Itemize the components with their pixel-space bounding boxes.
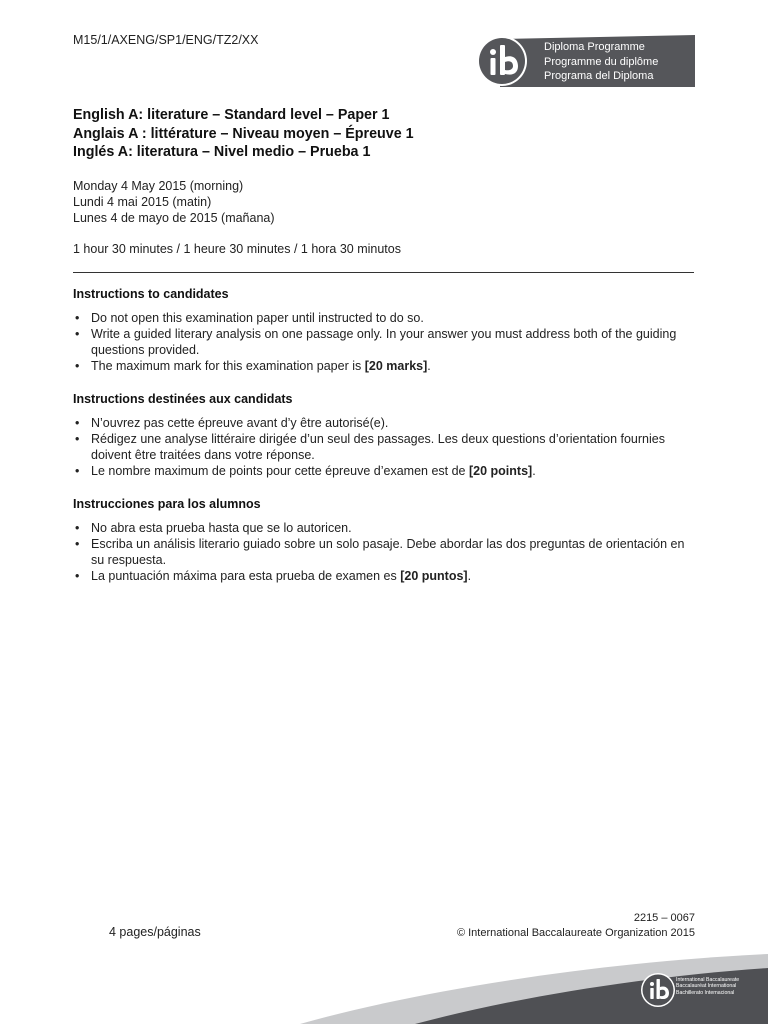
bullet-icon: • (75, 569, 80, 583)
list-item: • La puntuación máxima para esta prueba de examen es [20 puntos]. (75, 569, 472, 583)
instructions-list-french (73, 415, 695, 479)
list-item: • Le nombre maximum de points pour cette épreuve d’examen est de [20 points]. (75, 464, 536, 478)
bullet-icon: • (75, 432, 80, 446)
list-item: • No abra esta prueba hasta que se lo autoricen. (75, 521, 352, 535)
bullet-icon: • (75, 537, 80, 551)
ib-diploma-banner (474, 35, 695, 87)
instructions-spanish (73, 497, 695, 584)
bullet-icon: • (75, 521, 80, 535)
divider-line (73, 272, 694, 273)
instructions-english (73, 287, 695, 374)
list-item: • Rédigez une analyse littéraire dirigée d’un seul des passages. Les deux questions d’orientation fournies doivent être traitées dans votre réponse. (75, 432, 665, 462)
instructions-heading-french: Instructions destinées aux candidats (73, 392, 293, 406)
org-line-3: Bachillerato Internacional (676, 989, 735, 996)
copyright-notice: © International Baccalaureate Organization 2015 (456, 927, 695, 939)
list-item: • Write a guided literary analysis on one passage only. In your answer you must address both of the guiding questions provided. (75, 327, 677, 357)
instructions-heading-english: Instructions to candidates (73, 287, 229, 301)
instructions-list-english (73, 310, 695, 374)
banner-line-2: Programme du diplôme (544, 55, 659, 68)
banner-line-3: Programa del Diploma (544, 70, 654, 82)
list-item: • Escriba un análisis literario guiado sobre un solo pasaje. Debe abordar las dos preguntas de orientación en su respuesta. (75, 537, 685, 567)
bullet-icon: • (75, 311, 80, 325)
banner-text (544, 40, 658, 84)
title-french: Anglais A : littérature – Niveau moyen – Épreuve 1 (73, 125, 414, 142)
bullet-icon: • (75, 416, 80, 430)
list-item: • N’ouvrez pas cette épreuve avant d’y être autorisé(e). (75, 416, 389, 430)
instructions-heading-spanish: Instrucciones para los alumnos (73, 497, 261, 511)
date-english: Monday 4 May 2015 (morning) (73, 179, 244, 193)
banner-line-1: Diploma Programme (544, 41, 645, 53)
instructions-list-spanish (73, 520, 695, 584)
title-english: English A: literature – Standard level – Paper 1 (73, 107, 390, 123)
max-points: [20 points] (469, 464, 533, 478)
list-item: • Do not open this examination paper until instructed to do so. (75, 311, 424, 325)
date-spanish: Lunes 4 de mayo de 2015 (mañana) (73, 211, 275, 225)
ib-organization-text (676, 977, 739, 996)
footer-swoosh (0, 950, 768, 1024)
exam-dates (73, 178, 275, 226)
bullet-icon: • (75, 327, 80, 341)
org-line-1: International Baccalaureate (676, 977, 740, 983)
max-marks: [20 marks] (364, 359, 428, 373)
instructions-french (73, 392, 695, 479)
max-puntos: [20 puntos] (400, 569, 468, 583)
bullet-icon: • (75, 359, 80, 373)
page-count: 4 pages/páginas (109, 925, 201, 939)
exam-code: M15/1/AXENG/SP1/ENG/TZ2/XX (73, 33, 259, 47)
bullet-icon: • (75, 464, 80, 478)
list-item: • The maximum mark for this examination paper is [20 marks]. (75, 359, 431, 373)
exam-duration: 1 hour 30 minutes / 1 heure 30 minutes / 1 hora 30 minutos (73, 242, 401, 256)
ib-footer-logo-icon (641, 973, 675, 1007)
org-line-2: Baccalauréat International (676, 983, 737, 990)
exam-titles (73, 106, 414, 162)
title-spanish: Inglés A: literatura – Nivel medio – Prueba 1 (73, 144, 371, 160)
date-french: Lundi 4 mai 2015 (matin) (73, 195, 212, 209)
paper-reference: 2215 – 0067 (633, 912, 695, 924)
